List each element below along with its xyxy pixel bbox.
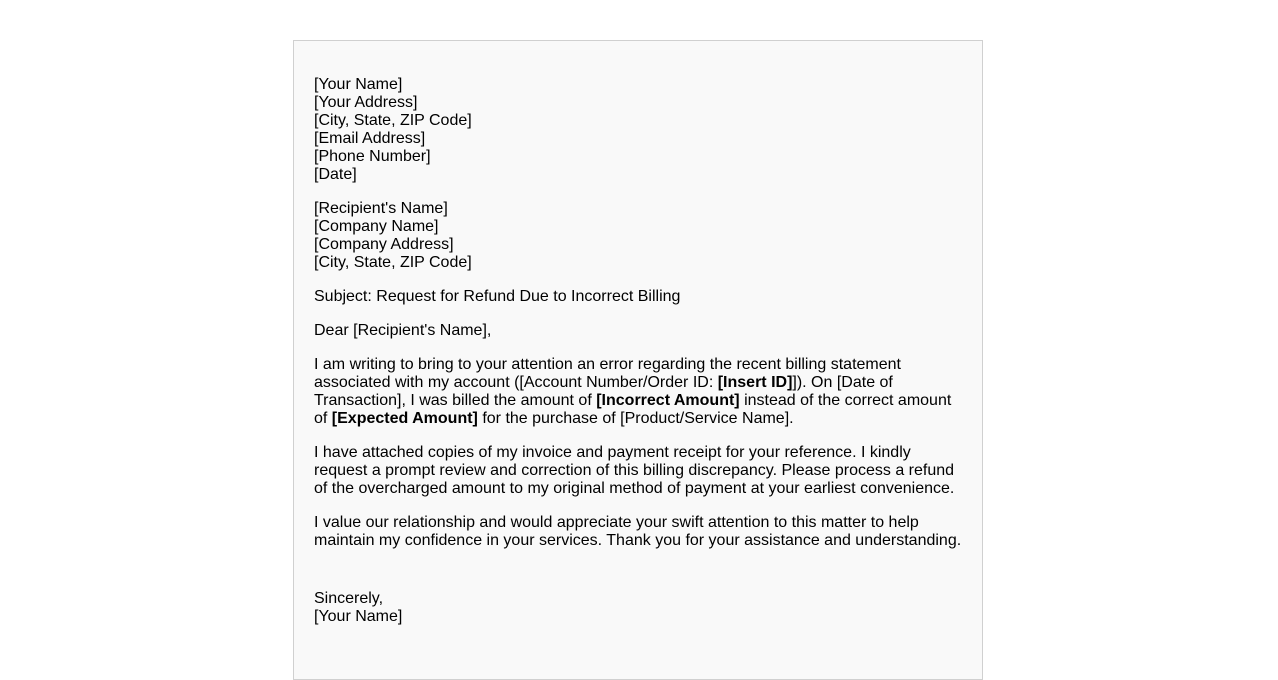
sender-email: [Email Address]: [314, 130, 426, 147]
letter-page: [293, 40, 983, 680]
paragraph-billing-error: [314, 356, 962, 428]
signoff: Sincerely,: [314, 590, 384, 607]
recipient-company-address: [Company Address]: [314, 236, 454, 253]
signature-name: [Your Name]: [314, 608, 403, 625]
subject-line: Subject: Request for Refund Due to Incorrect Billing: [314, 288, 681, 305]
letter-date: [Date]: [314, 166, 357, 183]
paragraph-text: ]). On [Date of Transaction], I was billed the amount of: [314, 374, 893, 409]
paragraph-text: instead of the correct amount of: [314, 392, 952, 427]
paragraph-text: I am writing to bring to your attention an error regarding the recent billing statement associated with my account ([Account Number/Order ID:: [314, 356, 901, 391]
recipient-name: [Recipient's Name]: [314, 200, 448, 217]
paragraph-text: for the purchase of [Product/Service Name].: [477, 410, 794, 427]
incorrect-amount-placeholder: [Incorrect Amount]: [596, 392, 740, 409]
expected-amount-placeholder: [Expected Amount]: [331, 410, 478, 427]
sender-block: [314, 76, 962, 184]
sender-city-state-zip: [City, State, ZIP Code]: [314, 112, 472, 129]
sender-name: [Your Name]: [314, 76, 403, 93]
paragraph-refund-request: I have attached copies of my invoice and payment receipt for your reference. I kindly request a prompt review and correction of this billing discrepancy. Please process a refund of the overcharged amount to my original method of payment at your earliest convenience.: [314, 444, 955, 497]
recipient-company: [Company Name]: [314, 218, 439, 235]
sender-address: [Your Address]: [314, 94, 418, 111]
salutation: Dear [Recipient's Name],: [314, 322, 492, 339]
sender-phone: [Phone Number]: [314, 148, 431, 165]
closing-block: [314, 590, 962, 626]
paragraph-thanks: I value our relationship and would appreciate your swift attention to this matter to help maintain my confidence in your services. Thank you for your assistance and understanding.: [314, 514, 962, 549]
recipient-city-state-zip: [City, State, ZIP Code]: [314, 254, 472, 271]
recipient-block: [314, 200, 962, 272]
insert-id-placeholder: [Insert ID]: [717, 374, 793, 391]
